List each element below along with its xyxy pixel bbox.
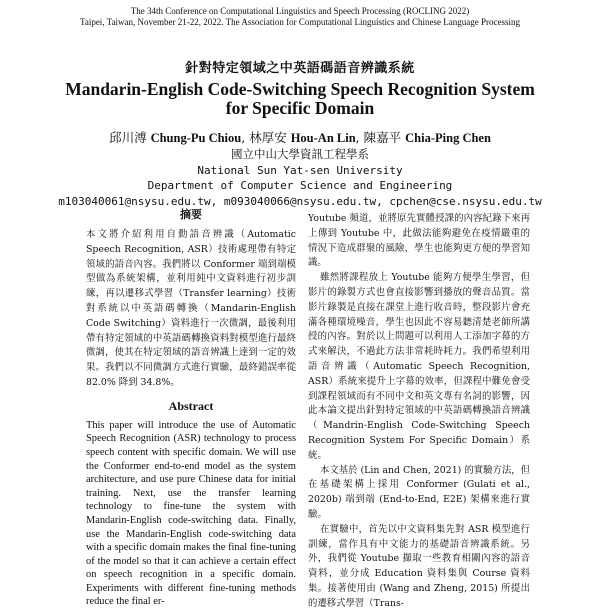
title-chinese: 針對特定領域之中英語碼語音辨識系統 bbox=[185, 61, 415, 76]
title-block bbox=[0, 60, 600, 118]
right-column bbox=[308, 212, 530, 612]
abstract-zh-text: 本文將介紹利用自動語音辨識（Automatic Speech Recognition, ASR）技術處理帶有特定領域的語音內容。我們將以 Conformer 端到端模型做為系統架構，並利用純中文資料進行初步訓練，再以遷移式學習（Transfer learning）技術對系統以中英語碼轉換（Mandarin-English Code Switching）資料進行一次微調，最後利用帶有特定領域的中英語碼轉換資料對模型進行最終微調，使其在特定領域的語音辨識上達到一定的效果。我們以不同微調方式進行實驗，最終錯誤率從 82.0% 降到 34.8%。 bbox=[86, 229, 296, 388]
affiliation-department: Department of Computer Science and Engineering bbox=[147, 179, 453, 192]
author-1-zh: 邱川溥 bbox=[109, 130, 147, 145]
author-separator: , bbox=[241, 130, 246, 145]
author-emails[interactable]: m103040061@nsysu.edu.tw, m093040066@nsysu.edu.tw, cpchen@cse.nsysu.edu.tw bbox=[58, 194, 542, 208]
author-2-zh: 林厚安 bbox=[249, 130, 287, 145]
affiliation-chinese: 國立中山大學資訊工程學系 bbox=[231, 147, 369, 161]
body-paragraph-4: 在實驗中，首先以中文資料集先對 ASR 模型進行訓練，當作具有中文能力的基礎語音辨識系統。另外，我們從 Youtube 擷取一些教育相關內容的語音資料，並分成 Education 資料集與 Course 資料集。接著使用由 (Wang and Zheng, 2015) 所提出的遷移式學習（Trans- bbox=[308, 523, 530, 609]
body-paragraph-2: 雖然將課程放上 Youtube 能夠方便學生學習，但影片的錄製方式也會直接影響到播放的聲音品質。當影片錄製是直接在課堂上進行收音時，整段影片會充滿各種環境噪音，學生也因此不容易聽清楚老師所講授的內容。對於以上問題可以利用人工添加字幕的方式來解決，不過此方法非常耗時耗力。我們希望利用語音辨識（Automatic Speech Recognition, ASR）系統來提升上字幕的效率，但課程中難免會受到課程領域而有不同中文和英文專有名詞的影響，因此本論文提出針對特定領域的中英語碼轉換語音辨識（Mandrin-English Code-Switching Speech Recognition System For Specific Domain）系統。 bbox=[308, 272, 530, 461]
conference-header bbox=[0, 6, 600, 28]
abstract-en-heading: Abstract bbox=[168, 398, 214, 413]
title-english-line2: for Specific Domain bbox=[225, 98, 375, 118]
author-separator: , bbox=[355, 130, 360, 145]
body-paragraph-1: Youtube 頻道，並將原先實體授課的內容紀錄下來再上傳到 Youtube 中，此做法能夠避免在疫情嚴重的情況下造成群聚的風險，學生也能夠更方便的學習知識。 bbox=[308, 213, 530, 269]
abstract-zh-heading: 摘要 bbox=[180, 208, 202, 221]
abstract-en-text: This paper will introduce the use of Automatic Speech Recognition (ASR) technology to process speech content with specific domain. We will use the Conformer end-to-end model as the system architecture, and use pure Chinese data for initial training. Next, use the transfer learning technology to fine-tune the system with Mandarin-English code-switching data. Finally, use the Mandarin-English code-switching data with a specific domain makes the final fine-tuning of the model so that it can achieve a certain effect on speech recognition in a specific domain. Experiments with different fine-tuning methods reduce the final er- bbox=[86, 419, 296, 608]
affiliation-university: National Sun Yat-sen University bbox=[197, 163, 403, 177]
author-1-en: Chung-Pu Chiou bbox=[150, 131, 242, 145]
conference-header-line1: The 34th Conference on Computational Linguistics and Speech Processing (ROCLING 2022) bbox=[130, 6, 470, 16]
author-3-en: Chia-Ping Chen bbox=[405, 131, 491, 145]
author-list bbox=[0, 129, 600, 147]
body-paragraph-3: 本文基於 (Lin and Chen, 2021) 的實驗方法，但在基礎架構上採用 Conformer (Gulati et al., 2020b) 端到端 (End-to-End, E2E) 架構來進行實驗。 bbox=[308, 464, 530, 520]
affiliation-block bbox=[0, 147, 600, 209]
author-3-zh: 陳嘉平 bbox=[363, 130, 402, 145]
left-column bbox=[86, 208, 296, 609]
conference-header-line2: Taipei, Taiwan, November 21-22, 2022. The Association for Computational Linguistics and Chinese Language Processing bbox=[79, 17, 521, 27]
author-2-en: Hou-An Lin bbox=[290, 131, 356, 145]
title-english-line1: Mandarin-English Code-Switching Speech Recognition System bbox=[65, 79, 535, 99]
